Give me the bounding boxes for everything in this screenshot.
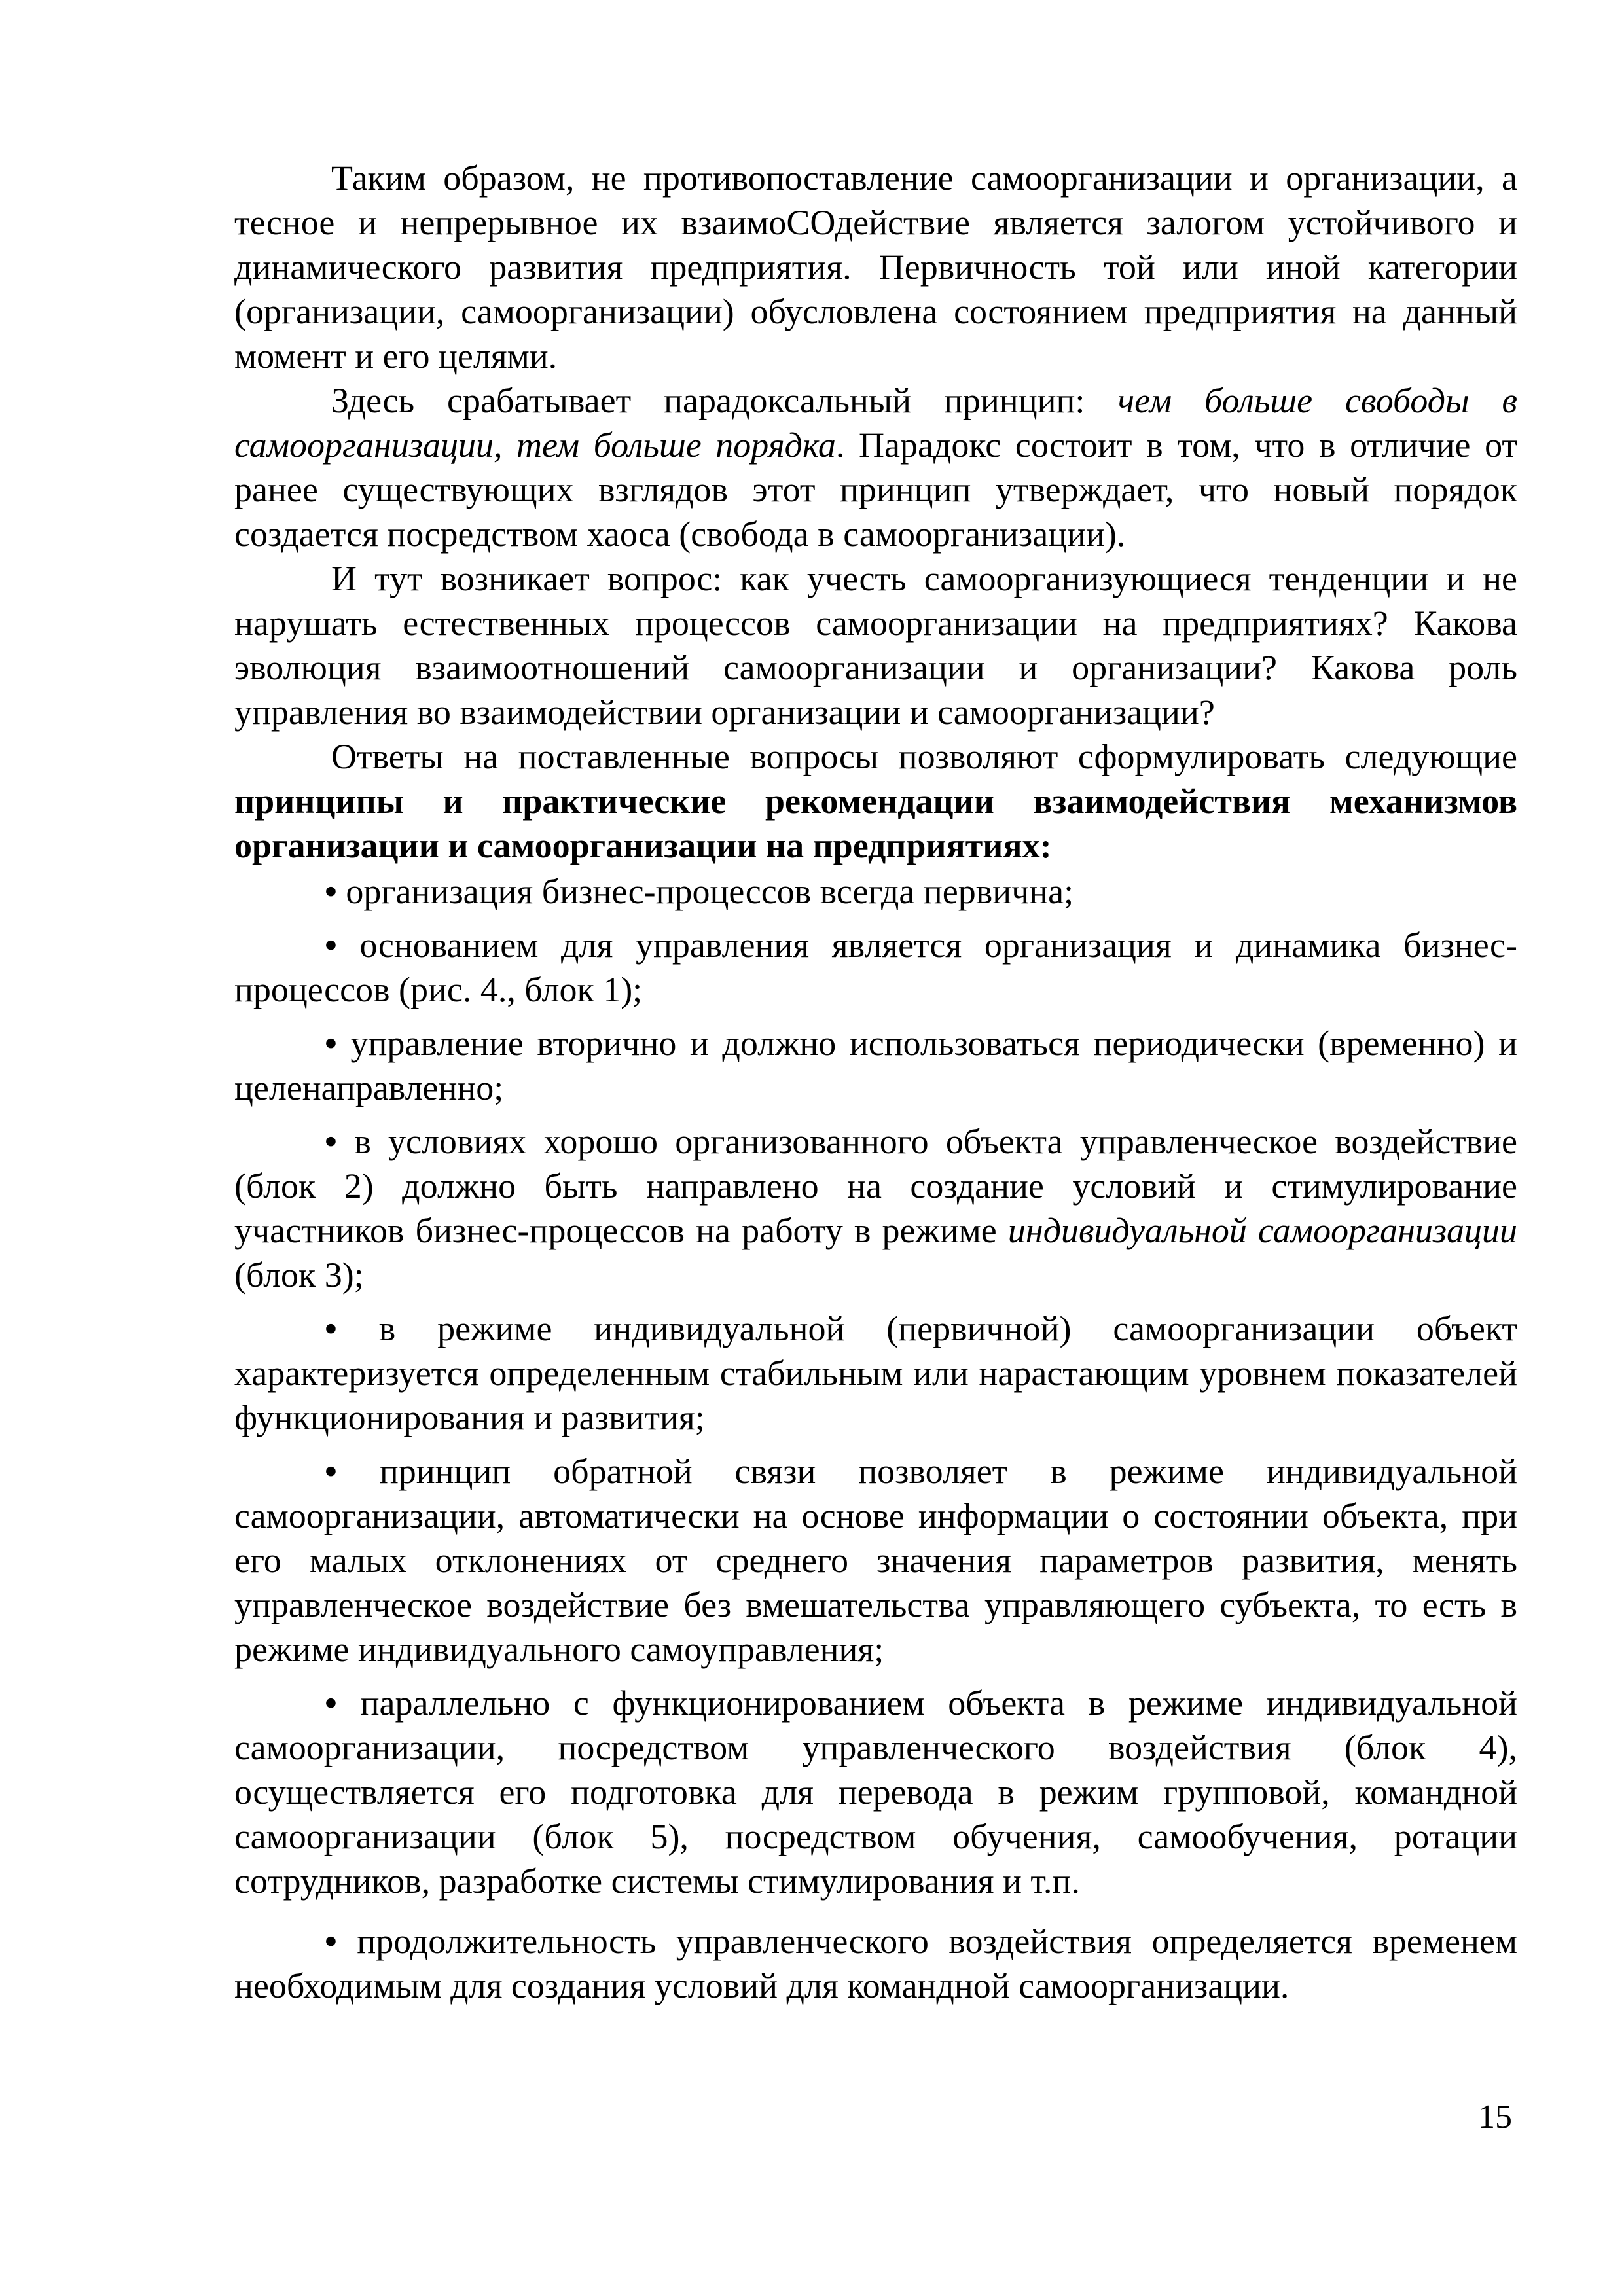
bullet-icon: • bbox=[325, 925, 337, 965]
list-item-text: организация бизнес-процессов всегда первична; bbox=[346, 872, 1074, 911]
page-number: 15 bbox=[1478, 2098, 1512, 2136]
list-item-text: в режиме индивидуальной (первичной) самоорганизации объект характеризуется определенным стабильным или нарастающим уровнем показателей функционирования и развития; bbox=[234, 1309, 1518, 1437]
paragraph-paradox-principle bbox=[234, 378, 1517, 556]
list-item bbox=[234, 1119, 1517, 1297]
list-item-text: основанием для управления является организация и динамика бизнес-процессов (рис. 4., блок 1); bbox=[234, 925, 1517, 1009]
paragraph-conclusion bbox=[234, 156, 1517, 378]
paragraph-text: Здесь срабатывает парадоксальный принцип: bbox=[331, 381, 1118, 420]
bullet-icon: • bbox=[325, 1024, 337, 1063]
bullet-icon: • bbox=[325, 1122, 337, 1161]
bullet-icon: • bbox=[325, 872, 337, 911]
bullet-icon: • bbox=[325, 1683, 337, 1723]
paradox-principle-italic: чем больше свободы в самоорганизации, тем больше порядка bbox=[234, 381, 1517, 465]
paragraph-text: Ответы на поставленные вопросы позволяют сформулировать следующие bbox=[331, 737, 1517, 776]
list-item bbox=[234, 869, 1517, 914]
bullet-icon: • bbox=[325, 1452, 337, 1491]
list-item-text: параллельно с функционированием объекта в режиме индивидуальной самоорганизации, посредством управленческого воздействия (блок 4), осуществляется его подготовка для перевода в режим групповой, командной самоорганизации (блок 5), посредством обучения, самообучения, ротации сотрудников, разработке системы стимулирования и т.п. bbox=[234, 1683, 1517, 1901]
list-item bbox=[234, 923, 1517, 1012]
bullet-icon: • bbox=[325, 1922, 337, 1961]
list-item-italic: индивидуальной самоорганизации bbox=[1007, 1211, 1518, 1250]
list-item-text: в условиях хорошо организованного объекта управленческое воздействие (блок 2) должно быть направлено на создание условий и стимулирование участников бизнес-процессов на работу в режиме bbox=[234, 1122, 1518, 1250]
paragraph-questions bbox=[234, 556, 1517, 734]
list-item-text: продолжительность управленческого воздействия определяется временем необходимым для создания условий для командной самоорганизации. bbox=[234, 1922, 1518, 2005]
list-item-text: принцип обратной связи позволяет в режиме индивидуальной самоорганизации, автоматически на основе информации о состоянии объекта, при его малых отклонениях от среднего значения параметров развития, менять управленческое воздействие без вмешательства управляющего субъекта, то есть в режиме индивидуального самоуправления; bbox=[234, 1452, 1518, 1669]
paragraph-text: И тут возникает вопрос: как учесть самоорганизующиеся тенденции и не нарушать естественных процессов самоорганизации на предприятиях? Какова эволюция взаимоотношений самоорганизации и организации? Какова роль управления во взаимодействии организации и самоорганизации? bbox=[234, 559, 1517, 732]
paragraph-answers-intro bbox=[234, 734, 1517, 868]
body-text bbox=[234, 156, 1517, 2008]
list-item-text: (блок 3); bbox=[234, 1255, 364, 1295]
paragraph-text: Таким образом, не противопоставление самоорганизации и организации, а тесное и непрерывное их взаимоСОдействие является залогом устойчивого и динамического развития предприятия. Первичность той или иной категории (организации, самоорганизации) обусловлена состоянием предприятия на данный момент и его целями. bbox=[234, 158, 1517, 376]
principles-heading-bold: принципы и практические рекомендации взаимодействия механизмов организации и самоорганизации на предприятиях: bbox=[234, 781, 1517, 865]
list-item bbox=[234, 1681, 1517, 1903]
paragraph-text: . Парадокс состоит в том, что в отличие от ранее существующих взглядов этот принцип утверждает, что новый порядок создается посредством хаоса (свобода в самоорганизации). bbox=[234, 425, 1517, 554]
list-item bbox=[234, 1449, 1517, 1672]
list-item bbox=[234, 1306, 1517, 1440]
bullet-icon: • bbox=[325, 1309, 337, 1348]
list-item bbox=[234, 1919, 1517, 2008]
list-item-text: управление вторично и должно использоваться периодически (временно) и целенаправленно; bbox=[234, 1024, 1517, 1107]
list-item bbox=[234, 1021, 1517, 1110]
